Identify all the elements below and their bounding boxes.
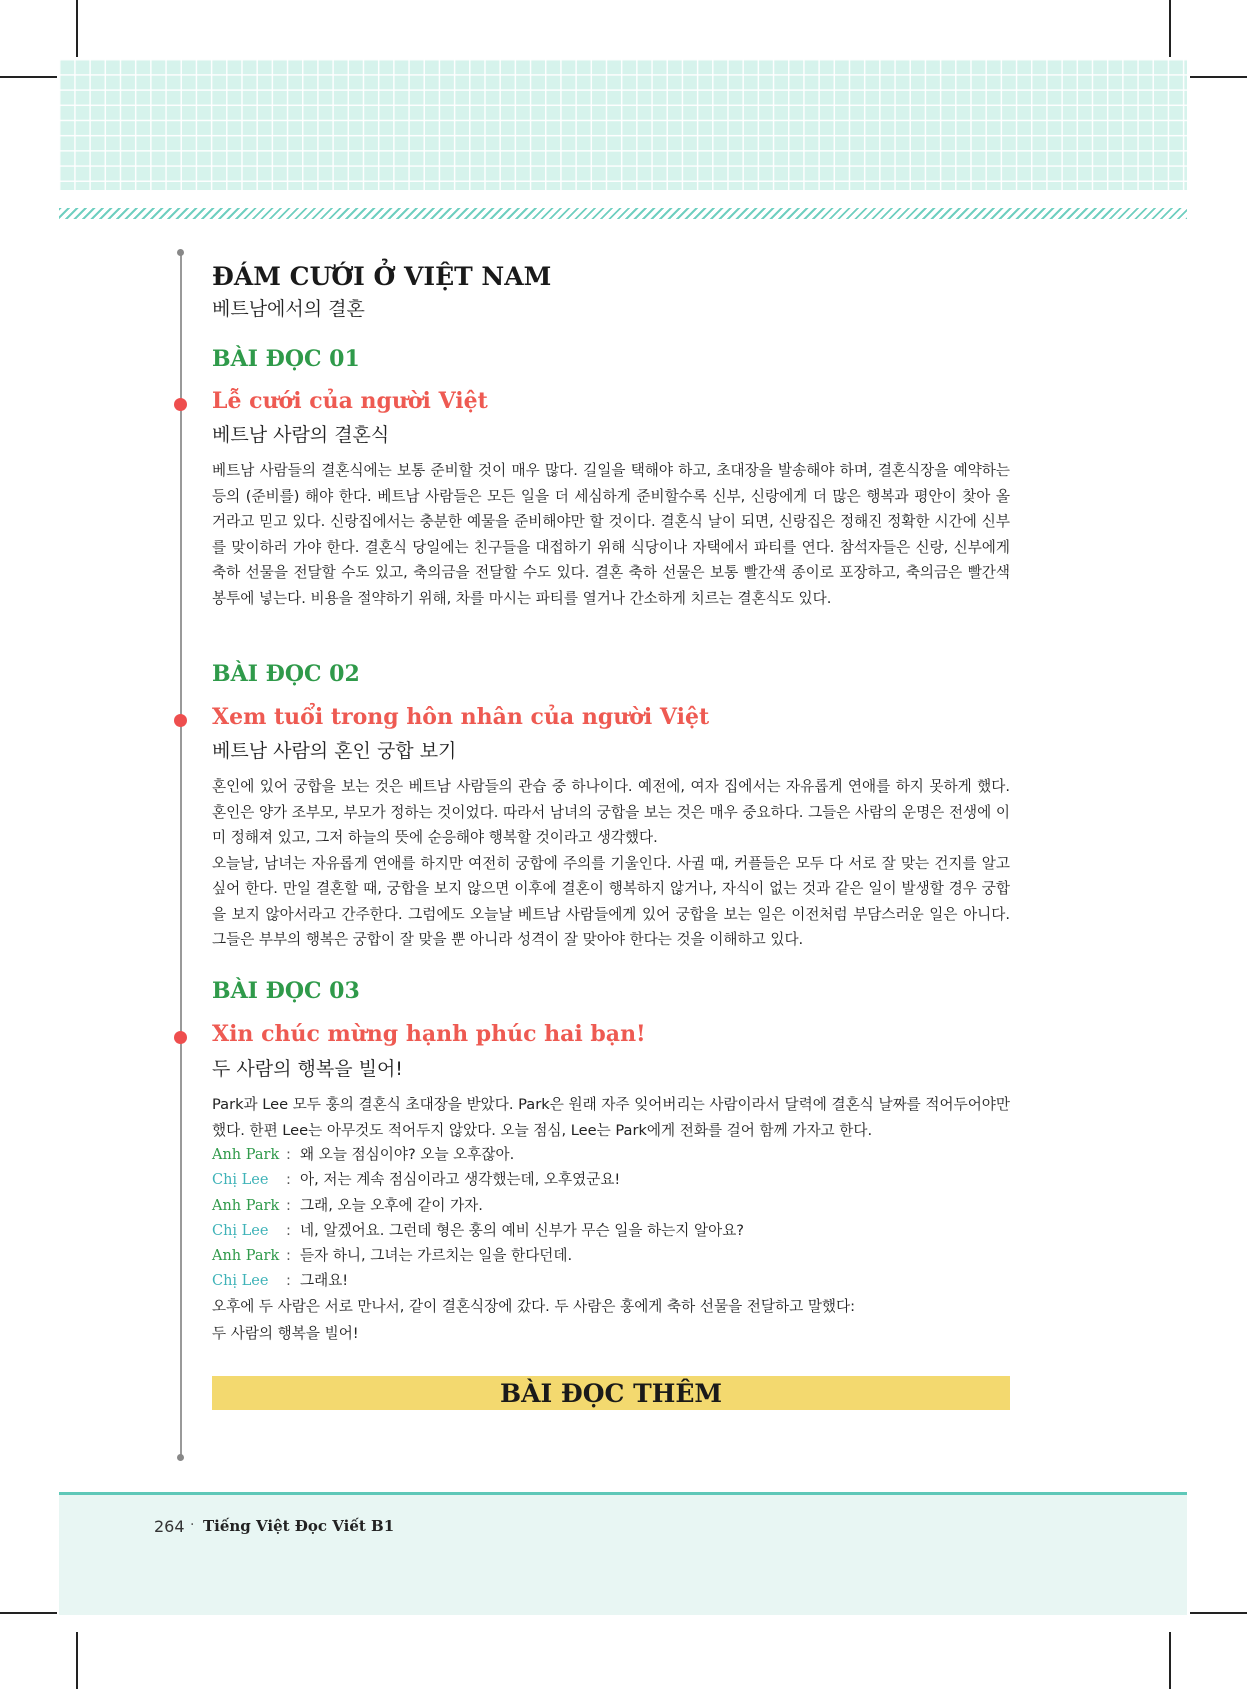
page-subtitle: 베트남에서의 결혼 — [212, 298, 365, 320]
section-title: Lễ cưới của người Việt — [212, 388, 488, 414]
crop-mark — [0, 1612, 57, 1614]
section-subtitle: 베트남 사람의 혼인 궁합 보기 — [212, 740, 457, 762]
crop-mark — [76, 0, 78, 57]
section-intro: Park과 Lee 모두 훙의 결혼식 초대장을 받았다. Park은 원래 자주 잊어버리는 사람이라서 달력에 결혼식 날짜를 적어두어야만 했다. 한편 Lee는 아무것도 적어두지 않았다. 오늘 점심, Lee는 Park에게 전화를 걸어 함께 가자고 한다. — [212, 1096, 1010, 1139]
footer-separator: · — [190, 1517, 195, 1533]
speaker-name: Chị Lee — [212, 1273, 269, 1290]
dialogue-text: 듣자 하니, 그녀는 가르치는 일을 한다던데. — [300, 1247, 573, 1265]
dialogue-line: Chị Lee : 그래요! — [212, 1268, 1010, 1293]
dialogue-text: 왜 오늘 점심이야? 오늘 오후잖아. — [300, 1146, 515, 1163]
dialogue-text: 그래요! — [300, 1272, 349, 1290]
speaker-name: Chị Lee — [212, 1172, 269, 1189]
crop-mark — [1169, 0, 1171, 57]
section-subtitle: 베트남 사람의 결혼식 — [212, 424, 390, 446]
section-paragraph — [212, 774, 1010, 953]
section-label: BÀI ĐỌC 03 — [212, 978, 360, 1004]
crop-mark — [0, 76, 57, 78]
crop-mark — [1190, 1612, 1247, 1614]
dialogue-line: Chị Lee : 아, 저는 계속 점심이라고 생각했는데, 오후였군요! — [212, 1167, 1010, 1192]
section-label: BÀI ĐỌC 02 — [212, 661, 360, 687]
extra-reading-title: BÀI ĐỌC THÊM — [499, 1378, 723, 1408]
page-number: 264 — [154, 1517, 185, 1536]
speaker-name: Anh Park — [212, 1248, 280, 1265]
timeline-dot-bottom — [177, 1454, 184, 1461]
dialogue — [212, 1142, 1010, 1346]
header-hatch-stripe — [59, 208, 1187, 219]
section-title: Xin chúc mừng hạnh phúc hai bạn! — [212, 1021, 646, 1047]
crop-mark — [76, 1632, 78, 1689]
speaker-name: Anh Park — [212, 1197, 280, 1214]
timeline-line — [180, 251, 182, 1458]
timeline-marker — [174, 1031, 187, 1044]
paragraph-part: 오늘날, 남녀는 자유롭게 연애를 하지만 여전히 궁합에 주의를 기울인다. 사귈 때, 커플들은 모두 다 서로 잘 맞는 건지를 알고 싶어 한다. 만일 결혼할 때, 궁합을 보지 않으면 이후에 결혼이 행복하지 않거나, 자식이 없는 것과 같은 일이 발생할 경우 궁합을 보지 않아서라고 간주한다. 그럼에도 오늘날 베트남 사람들에게 있어 궁합을 보는 일은 이전처럼 부담스러운 일은 아니다. 그들은 부부의 행복은 궁합이 잘 맞을 뿐 아니라 성격이 잘 맞아야 한다는 것을 이해하고 있다. — [212, 854, 1010, 948]
dialogue-line: Chị Lee : 네, 알겠어요. 그런데 형은 훙의 예비 신부가 무슨 일을 하는지 알아요? — [212, 1218, 1010, 1243]
section-subtitle: 두 사람의 행복을 빌어! — [212, 1058, 403, 1080]
page-footer — [59, 1492, 1187, 1615]
dialogue-line: Anh Park : 왜 오늘 점심이야? 오늘 오후잖아. — [212, 1142, 1010, 1167]
section-outro: 두 사람의 행복을 빌어! — [212, 1325, 359, 1343]
paragraph-part: 혼인에 있어 궁합을 보는 것은 베트남 사람들의 관습 중 하나이다. 예전에, 여자 집에서는 자유롭게 연애를 하지 못하게 했다. 혼인은 양가 조부모, 부모가 정하는 것이었다. 따라서 남녀의 궁합을 보는 것은 매우 중요하다. 그들은 사람의 운명은 전생에 이미 정해져 있고, 그저 하늘의 뜻에 순응해야 행복할 것이라고 생각했다. — [212, 778, 1010, 846]
timeline-marker — [174, 714, 187, 727]
crop-mark — [1169, 1632, 1171, 1689]
dialogue-text: 아, 저는 계속 점심이라고 생각했는데, 오후였군요! — [300, 1171, 621, 1189]
dialogue-text: 그래, 오늘 오후에 같이 가자. — [300, 1196, 483, 1214]
section-title: Xem tuổi trong hôn nhân của người Việt — [212, 704, 710, 730]
speaker-name: Chị Lee — [212, 1222, 269, 1239]
speaker-name: Anh Park — [212, 1147, 280, 1163]
page-title: ĐÁM CƯỚI Ở VIỆT NAM — [212, 262, 552, 291]
section-outro: 오후에 두 사람은 서로 만나서, 같이 결혼식장에 갔다. 두 사람은 훙에게 축하 선물을 전달하고 말했다: — [212, 1297, 856, 1315]
dialogue-line: Anh Park : 그래, 오늘 오후에 같이 가자. — [212, 1193, 1010, 1218]
timeline-dot-top — [177, 249, 184, 256]
crop-mark — [1190, 76, 1247, 78]
book-title: Tiếng Việt Đọc Viết B1 — [203, 1517, 395, 1535]
extra-reading-banner — [212, 1376, 1010, 1410]
section-paragraph: 베트남 사람들의 결혼식에는 보통 준비할 것이 매우 많다. 길일을 택해야 하고, 초대장을 발송해야 하며, 결혼식장을 예약하는 등의 (준비를) 해야 한다. 베트남 사람들은 모든 일을 더 세심하게 준비할수록 신부, 신랑에게 더 많은 행복과 평안이 찾아 올 거라고 믿고 있다. 신랑집에서는 충분한 예물을 준비해야만 할 것이다. 결혼식 날이 되면, 신랑집은 정해진 정확한 시간에 신부를 맞이하러 가야 한다. 결혼식 당일에는 친구들을 대접하기 위해 식당이나 자택에서 파티를 연다. 참석자들은 신랑, 신부에게 축하 선물을 전달할 수도 있고, 축의금을 전달할 수도 있다. 결혼 축하 선물은 보통 빨간색 종이로 포장하고, 축의금은 빨간색 봉투에 넣는다. 비용을 절약하기 위해, 차를 마시는 파티를 열거나 간소하게 치르는 결혼식도 있다. — [212, 462, 1010, 607]
header-grid-banner — [59, 59, 1187, 190]
section-label: BÀI ĐỌC 01 — [212, 346, 360, 372]
dialogue-line: Anh Park : 듣자 하니, 그녀는 가르치는 일을 한다던데. — [212, 1243, 1010, 1268]
timeline-marker — [174, 398, 187, 411]
dialogue-text: 네, 알겠어요. 그런데 형은 훙의 예비 신부가 무슨 일을 하는지 알아요? — [300, 1221, 745, 1239]
